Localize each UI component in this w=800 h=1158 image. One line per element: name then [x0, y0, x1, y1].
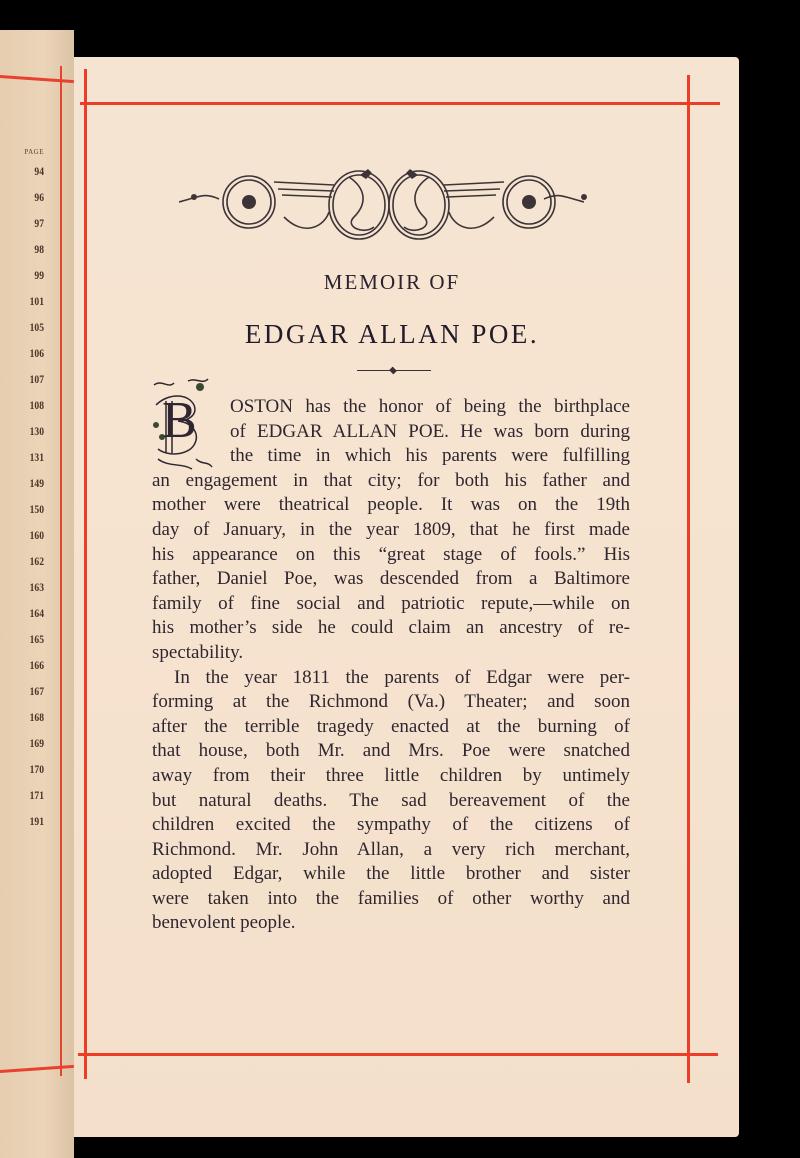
- border-rule-bottom: [78, 1053, 718, 1056]
- toc-page-number: 191: [29, 814, 44, 828]
- text-line: day of January, in the year 1809, that he first made: [152, 518, 630, 540]
- floral-headpiece-icon: [174, 157, 604, 247]
- text-line: but natural deaths. The sad bereavement of the: [152, 789, 630, 811]
- toc-page-number: 164: [29, 606, 44, 620]
- toc-page-number: 94: [34, 164, 44, 178]
- left-page-bottom-rule: [0, 1065, 74, 1073]
- border-rule-top: [80, 102, 720, 105]
- text-line: family of fine social and patriotic repute,—while on: [152, 592, 630, 614]
- memoir-body: [152, 392, 630, 936]
- toc-page-number: 106: [29, 346, 44, 360]
- toc-page-number: 170: [29, 762, 44, 776]
- border-rule-left: [84, 69, 87, 1079]
- text-line: spectability.: [152, 641, 244, 663]
- text-line: benevolent people.: [152, 912, 296, 934]
- toc-page-number: 160: [29, 528, 44, 542]
- text-line: children excited the sympathy of the citizens of: [152, 814, 630, 836]
- text-line: his mother’s side he could claim an ancestry of re-: [152, 617, 630, 639]
- text-line: of EDGAR ALLAN POE. He was born during: [230, 420, 630, 442]
- toc-page-number: 149: [29, 476, 44, 490]
- text-line: away from their three little children by untimely: [152, 764, 630, 786]
- toc-page-number: 167: [29, 684, 44, 698]
- toc-page-number: 171: [29, 788, 44, 802]
- left-page-border-rule: [60, 66, 62, 1076]
- toc-page-number: 108: [29, 398, 44, 412]
- text-line: his appearance on this “great stage of fools.” His: [152, 543, 630, 565]
- paragraph-1: [152, 395, 630, 666]
- toc-page-number: 162: [29, 554, 44, 568]
- text-line: adopted Edgar, while the little brother and sister: [152, 863, 630, 885]
- toc-page-number: 169: [29, 736, 44, 750]
- left-page-top-rule: [0, 75, 74, 83]
- memoir-title-line2: EDGAR ALLAN POE.: [244, 319, 540, 349]
- toc-page-number: 97: [34, 216, 44, 230]
- text-line: that house, both Mr. and Mrs. Poe were snatched: [152, 740, 630, 762]
- paragraph-2: [152, 666, 630, 937]
- toc-header: PAGE: [24, 148, 44, 156]
- border-rule-right: [687, 75, 690, 1083]
- toc-page-number: 166: [29, 658, 44, 672]
- toc-page-number: 150: [29, 502, 44, 516]
- text-line: In the year 1811 the parents of Edgar were per-: [174, 666, 630, 688]
- toc-page-number: 105: [29, 320, 44, 334]
- text-line: the time in which his parents were fulfilling: [230, 445, 630, 467]
- toc-page-number: 165: [29, 632, 44, 646]
- toc-page-number: 107: [29, 372, 44, 386]
- toc-page-number: 99: [34, 268, 44, 282]
- left-page: [0, 30, 74, 1158]
- text-line: forming at the Richmond (Va.) Theater; and soon: [152, 691, 630, 713]
- illuminated-dropcap-b-icon: [148, 375, 216, 471]
- memoir-title-line1: MEMOIR OF: [323, 270, 461, 294]
- text-line: were taken into the families of other worthy and: [152, 887, 630, 909]
- toc-page-number: 98: [34, 242, 44, 256]
- title-divider-ornament: [357, 370, 431, 371]
- text-line: OSTON has the honor of being the birthplace: [230, 396, 630, 417]
- toc-page-number: 101: [29, 294, 44, 308]
- text-line: after the terrible tragedy enacted at the burning of: [152, 715, 630, 737]
- toc-page-number: 163: [29, 580, 44, 594]
- text-line: father, Daniel Poe, was descended from a Baltimore: [152, 568, 630, 590]
- toc-page-number: 130: [29, 424, 44, 438]
- right-page: [74, 57, 739, 1137]
- toc-page-column: [8, 148, 44, 834]
- toc-page-number: 96: [34, 190, 44, 204]
- toc-page-number: 131: [29, 450, 44, 464]
- toc-page-number: 168: [29, 710, 44, 724]
- svg-text:B: B: [162, 392, 197, 449]
- text-line: an engagement in that city; for both his father and: [152, 469, 630, 491]
- text-line: Richmond. Mr. John Allan, a very rich merchant,: [152, 838, 630, 860]
- text-line: mother were theatrical people. It was on the 19th: [152, 494, 630, 516]
